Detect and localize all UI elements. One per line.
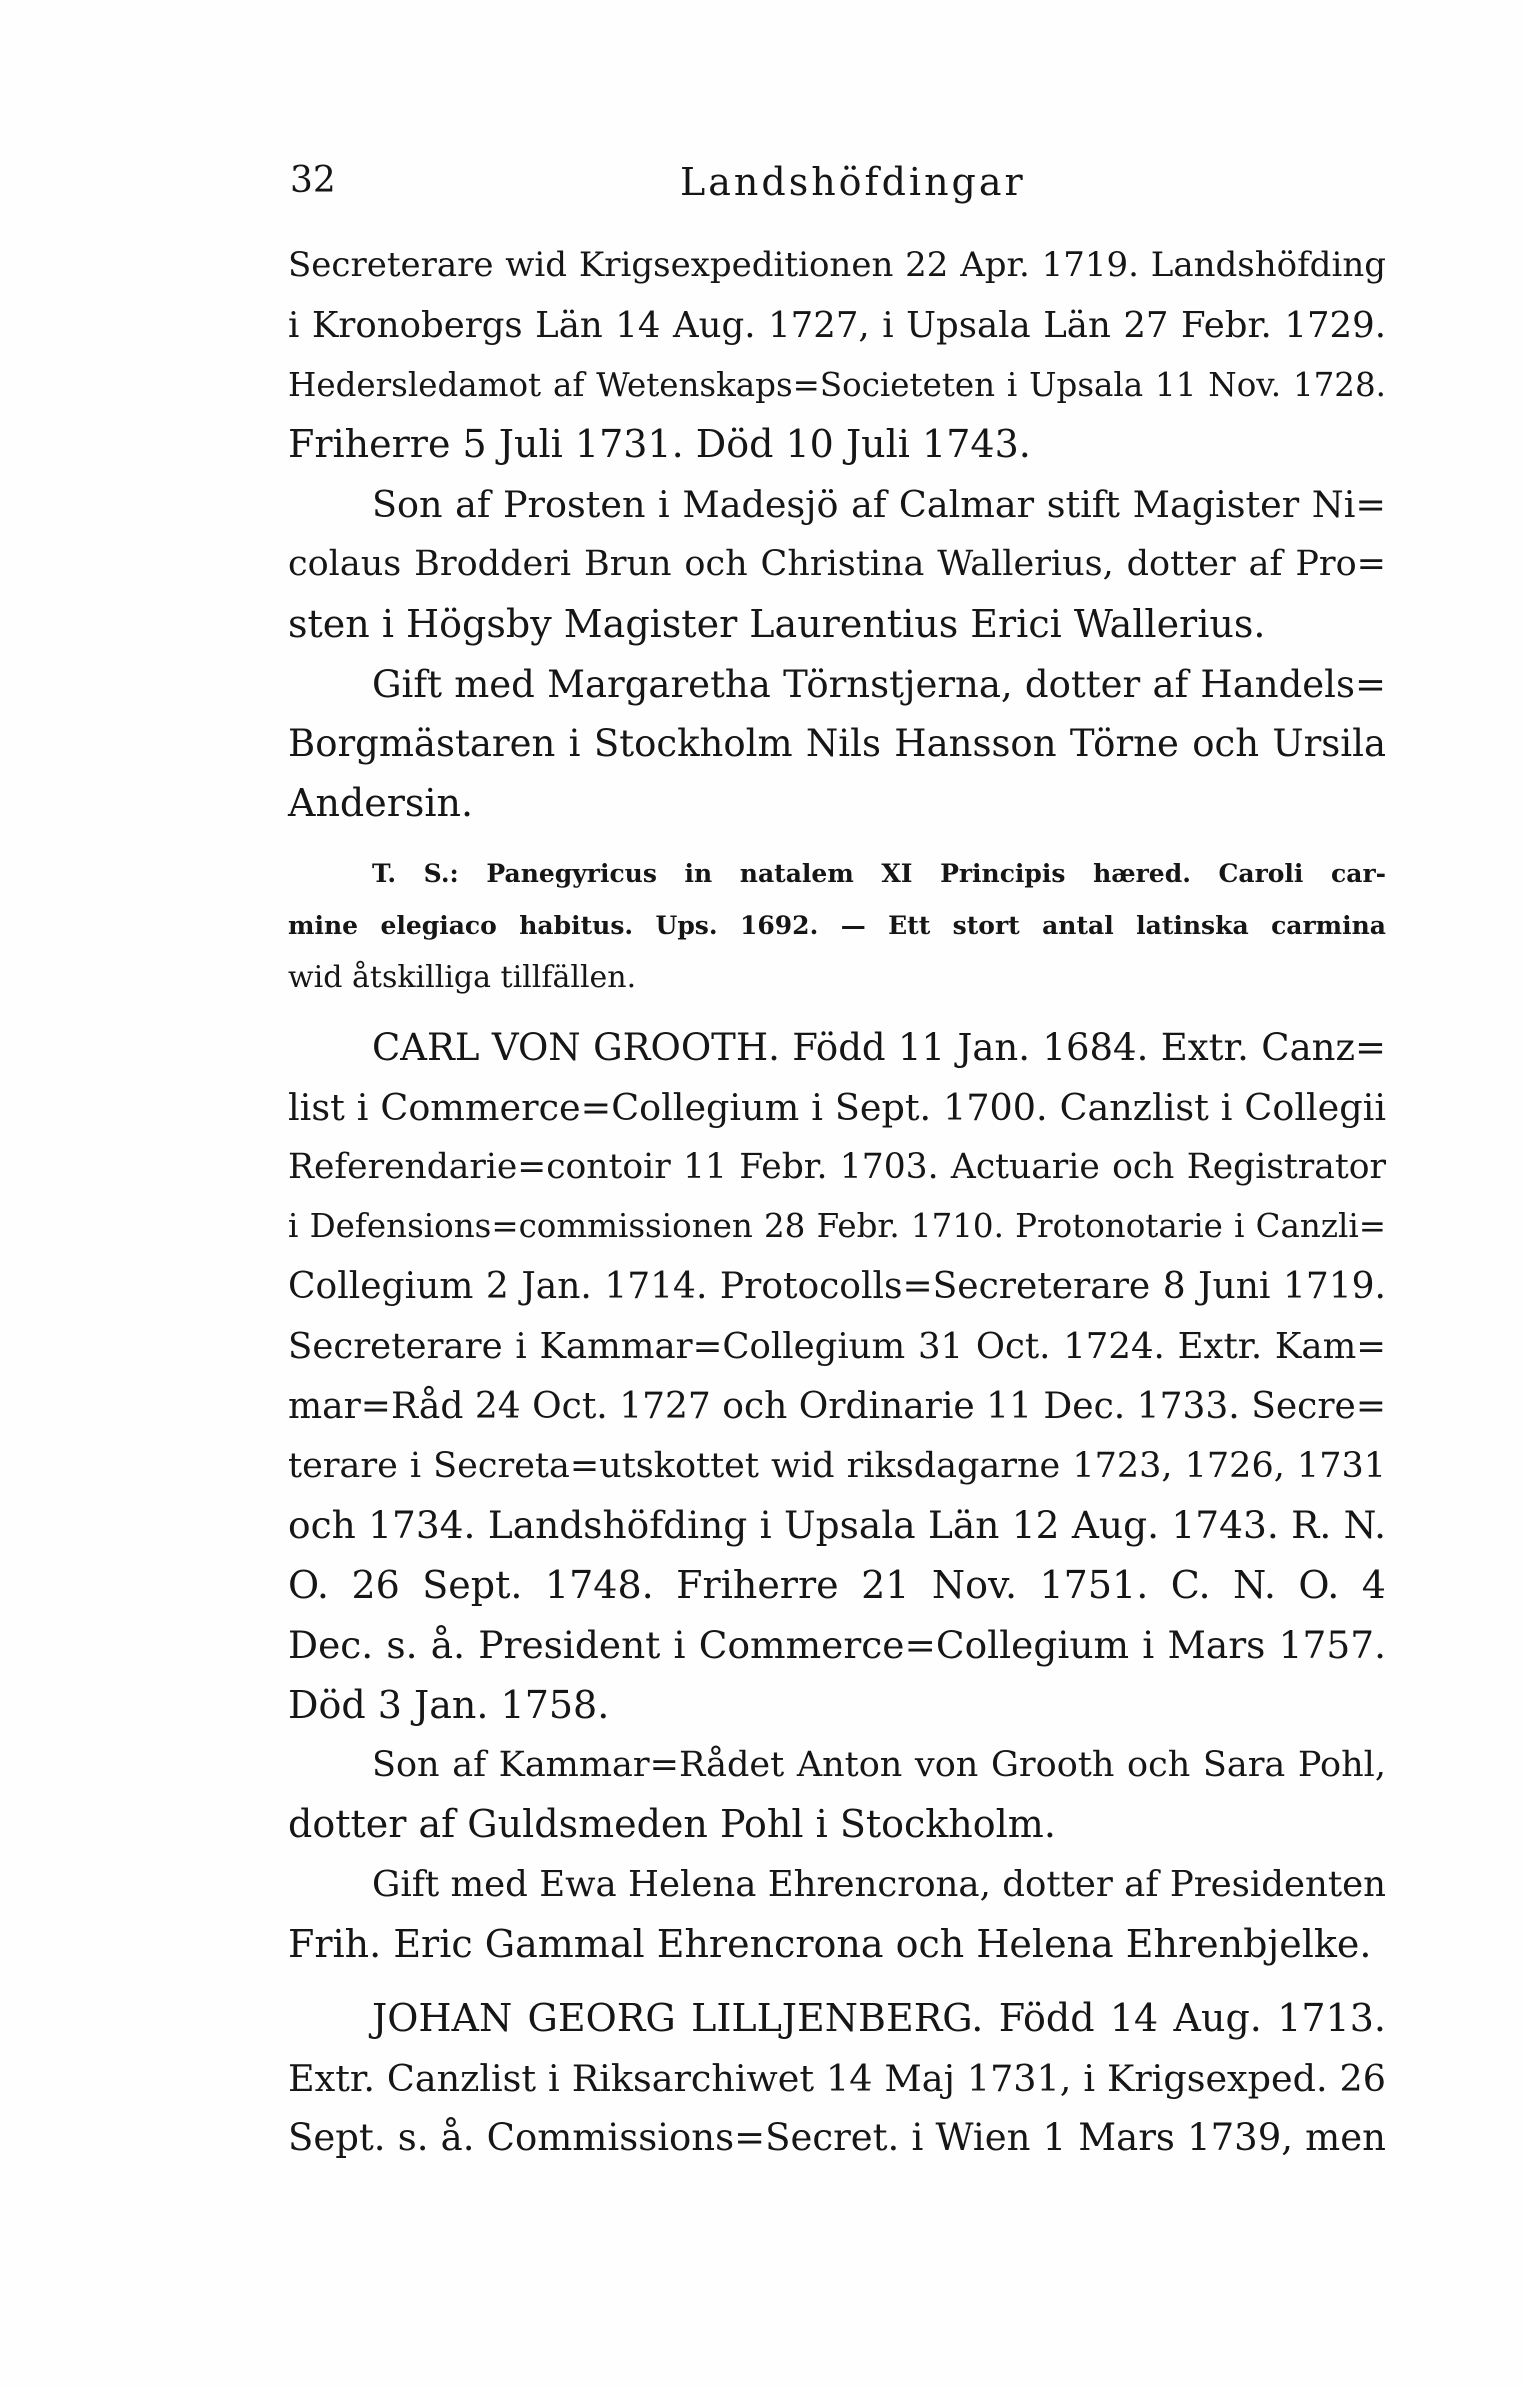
text-line: Gift med Ewa Helena Ehrencrona, dotter af Presidenten (372, 1864, 1386, 1906)
text-line: Extr. Canzlist i Riksarchiwet 14 Maj 1731, i Krigsexped. 26 (288, 2056, 1386, 2100)
text-line: Andersin. (288, 781, 474, 826)
text-line: dotter af Guldsmeden Pohl i Stockholm. (288, 1802, 1056, 1847)
text-line: Frih. Eric Gammal Ehrencrona och Helena Ehrenbjelke. (288, 1921, 1372, 1966)
text-line: O. 26 Sept. 1748. Friherre 21 Nov. 1751. C. N. O. 4 (288, 1563, 1386, 1608)
text-line: Referendarie=contoir 11 Febr. 1703. Actuarie och Registrator (288, 1146, 1386, 1187)
text-line: Secreterare wid Krigsexpeditionen 22 Apr. 1719. Landshöfding (288, 245, 1386, 285)
page-number: 32 (290, 160, 336, 201)
text-line: terare i Secreta=utskottet wid riksdagarne 1723, 1726, 1731 (288, 1445, 1386, 1486)
spacer (288, 1975, 1386, 1989)
text-line: CARL VON GROOTH. Född 11 Jan. 1684. Extr. Canz= (372, 1025, 1386, 1069)
text-line: Död 3 Jan. 1758. (288, 1682, 610, 1727)
works-line: wid åtskilliga tillfällen. (288, 959, 637, 995)
spacer (288, 834, 1386, 848)
text-line: list i Commerce=Collegium i Sept. 1700. Canzlist i Collegii (288, 1085, 1386, 1129)
text-line: i Kronobergs Län 14 Aug. 1727, i Upsala Län 27 Febr. 1729. (288, 304, 1386, 346)
works-line: mine elegiaco habitus. Ups. 1692. — Ett stort antal latinska carmina (288, 910, 1386, 940)
text-line: colaus Brodderi Brun och Christina Wallerius, dotter af Pro= (288, 543, 1386, 584)
text-line: Friherre 5 Juli 1731. Död 10 Juli 1743. (288, 422, 1031, 467)
text-line: Son af Prosten i Madesjö af Calmar stift Magister Ni= (372, 483, 1386, 527)
text-line: Collegium 2 Jan. 1714. Protocolls=Secreterare 8 Juni 1719. (288, 1266, 1386, 1308)
text-line: Borgmästaren i Stockholm Nils Hansson Törne och Ursila (288, 722, 1386, 766)
body-text (288, 236, 1386, 2168)
text-line: JOHAN GEORG LILLJENBERG. Född 14 Aug. 1713. (372, 1995, 1386, 2040)
text-line: Gift med Margaretha Törnstjerna, dotter af Handels= (372, 662, 1386, 706)
spacer (288, 1004, 1386, 1018)
text-line: i Defensions=commissionen 28 Febr. 1710. Protonotarie i Canzli= (288, 1207, 1386, 1246)
text-line: sten i Högsby Magister Laurentius Erici Wallerius. (288, 601, 1266, 646)
works-line: T. S.: Panegyricus in natalem XI Principis hæred. Caroli car- (372, 858, 1386, 888)
text-line: och 1734. Landshöfding i Upsala Län 12 Aug. 1743. R. N. (288, 1503, 1386, 1548)
text-line: Hedersledamot af Wetenskaps=Societeten i Upsala 11 Nov. 1728. (288, 365, 1386, 404)
text-line: Dec. s. å. President i Commerce=Collegium i Mars 1757. (288, 1622, 1386, 1667)
text-line: Secreterare i Kammar=Collegium 31 Oct. 1724. Extr. Kam= (288, 1325, 1386, 1367)
text-line: mar=Råd 24 Oct. 1727 och Ordinarie 11 Dec. 1733. Secre= (288, 1385, 1386, 1427)
running-head: Landshöfdingar (680, 160, 1026, 204)
text-line: Sept. s. å. Commissions=Secret. i Wien 1 Mars 1739, men (288, 2116, 1386, 2160)
page-header (290, 160, 1390, 220)
text-line: Son af Kammar=Rådet Anton von Grooth och Sara Pohl, (372, 1744, 1386, 1785)
